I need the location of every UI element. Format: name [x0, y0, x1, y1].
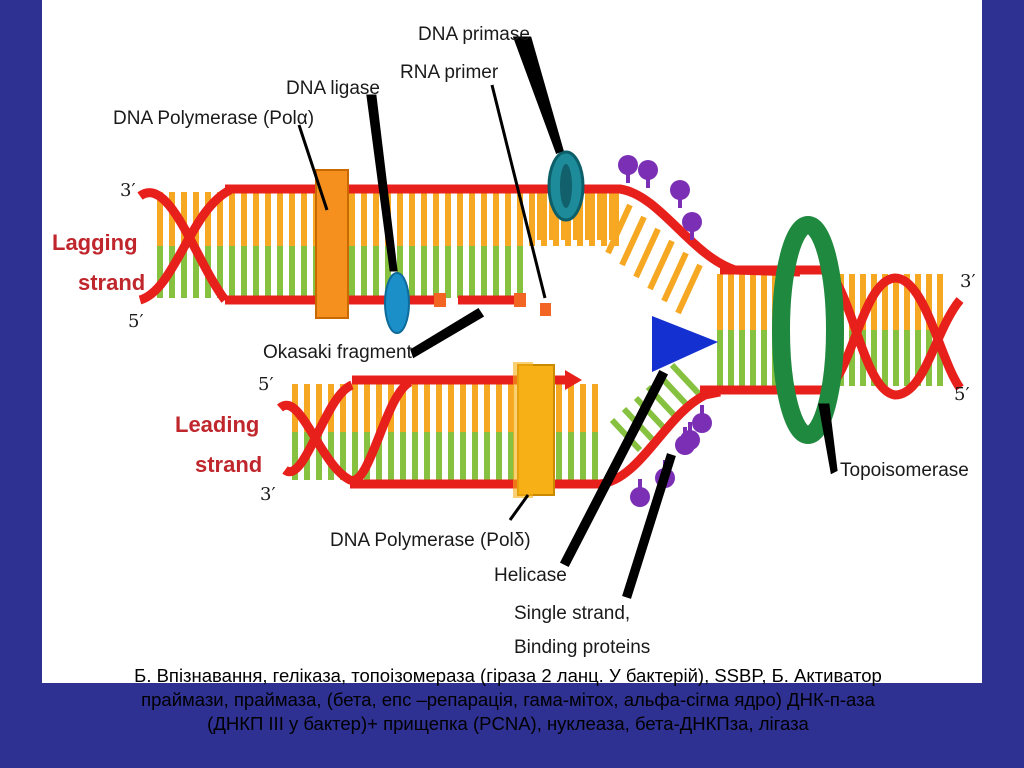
label-dna-primase: DNA primase	[418, 24, 530, 45]
label-lagging-1: Lagging	[52, 230, 138, 255]
label-topoisomerase: Topoisomerase	[840, 460, 969, 481]
end-parent-bottom: 5′	[954, 384, 970, 405]
label-okazaki: Okasaki fragment	[263, 342, 412, 363]
ssb-protein	[682, 212, 702, 232]
base-pair-rung	[678, 265, 700, 313]
base-pair-rung	[664, 253, 686, 301]
rna-primer-cap	[514, 293, 526, 307]
label-lagging-2: strand	[78, 270, 146, 295]
label-polymerase-delta: DNA Polymerase (Polδ)	[330, 530, 531, 551]
dna-ligase-shape	[385, 273, 409, 333]
end-leading-bottom: 3′	[260, 484, 276, 505]
label-leading-1: Leading	[175, 412, 260, 437]
label-helicase: Helicase	[494, 565, 567, 586]
base-pair-rung	[650, 241, 672, 289]
pointer-polymerase-delta	[510, 495, 528, 520]
caption-line-2: праймази, праймаза, (бета, епс –репарація, гама-мітох, альфа-сігма ядро) ДНК-п-аза	[141, 689, 875, 710]
ssb-protein	[675, 435, 695, 455]
end-parent-top: 3′	[960, 271, 976, 292]
label-rna-primer: RNA primer	[400, 62, 499, 83]
end-lagging-bottom: 5′	[128, 311, 144, 332]
caption-line-3: (ДНКП ІІІ у бактер)+ прищепка (PCNA), нуклеаза, бета-ДНКПза, лігаза	[207, 713, 809, 734]
base-pair-rung	[636, 229, 658, 277]
ssb-protein	[692, 413, 712, 433]
ssb-protein	[638, 160, 658, 180]
rna-primer-cap	[434, 293, 446, 307]
label-leading-2: strand	[195, 452, 263, 477]
ssb-protein	[618, 155, 638, 175]
label-polymerase-alpha: DNA Polymerase (Polα)	[113, 108, 315, 129]
label-dna-ligase: DNA ligase	[286, 78, 380, 99]
dna-primase-core	[560, 164, 572, 208]
pointer-ssb	[624, 455, 674, 597]
helicase-triangle	[652, 316, 718, 372]
dna-polymerase-delta-face	[513, 362, 533, 498]
label-ssb-2: Binding proteins	[514, 637, 651, 658]
label-ssb-1: Single strand,	[514, 603, 631, 624]
end-lagging-top: 3′	[120, 180, 136, 201]
end-leading-top: 5′	[258, 374, 274, 395]
pointer-okazaki	[412, 310, 482, 356]
caption	[28, 664, 988, 736]
pointer-topoisomerase	[820, 405, 836, 472]
base-pair-rung	[622, 217, 644, 265]
caption-line-1: Б. Впізнавання, геліказа, топоізомераза (гіраза 2 ланц. У бактерій), SSBP, Б. Активатор	[134, 665, 882, 686]
ssb-protein	[670, 180, 690, 200]
ssb-protein	[630, 487, 650, 507]
rna-primer-cap	[540, 303, 551, 316]
